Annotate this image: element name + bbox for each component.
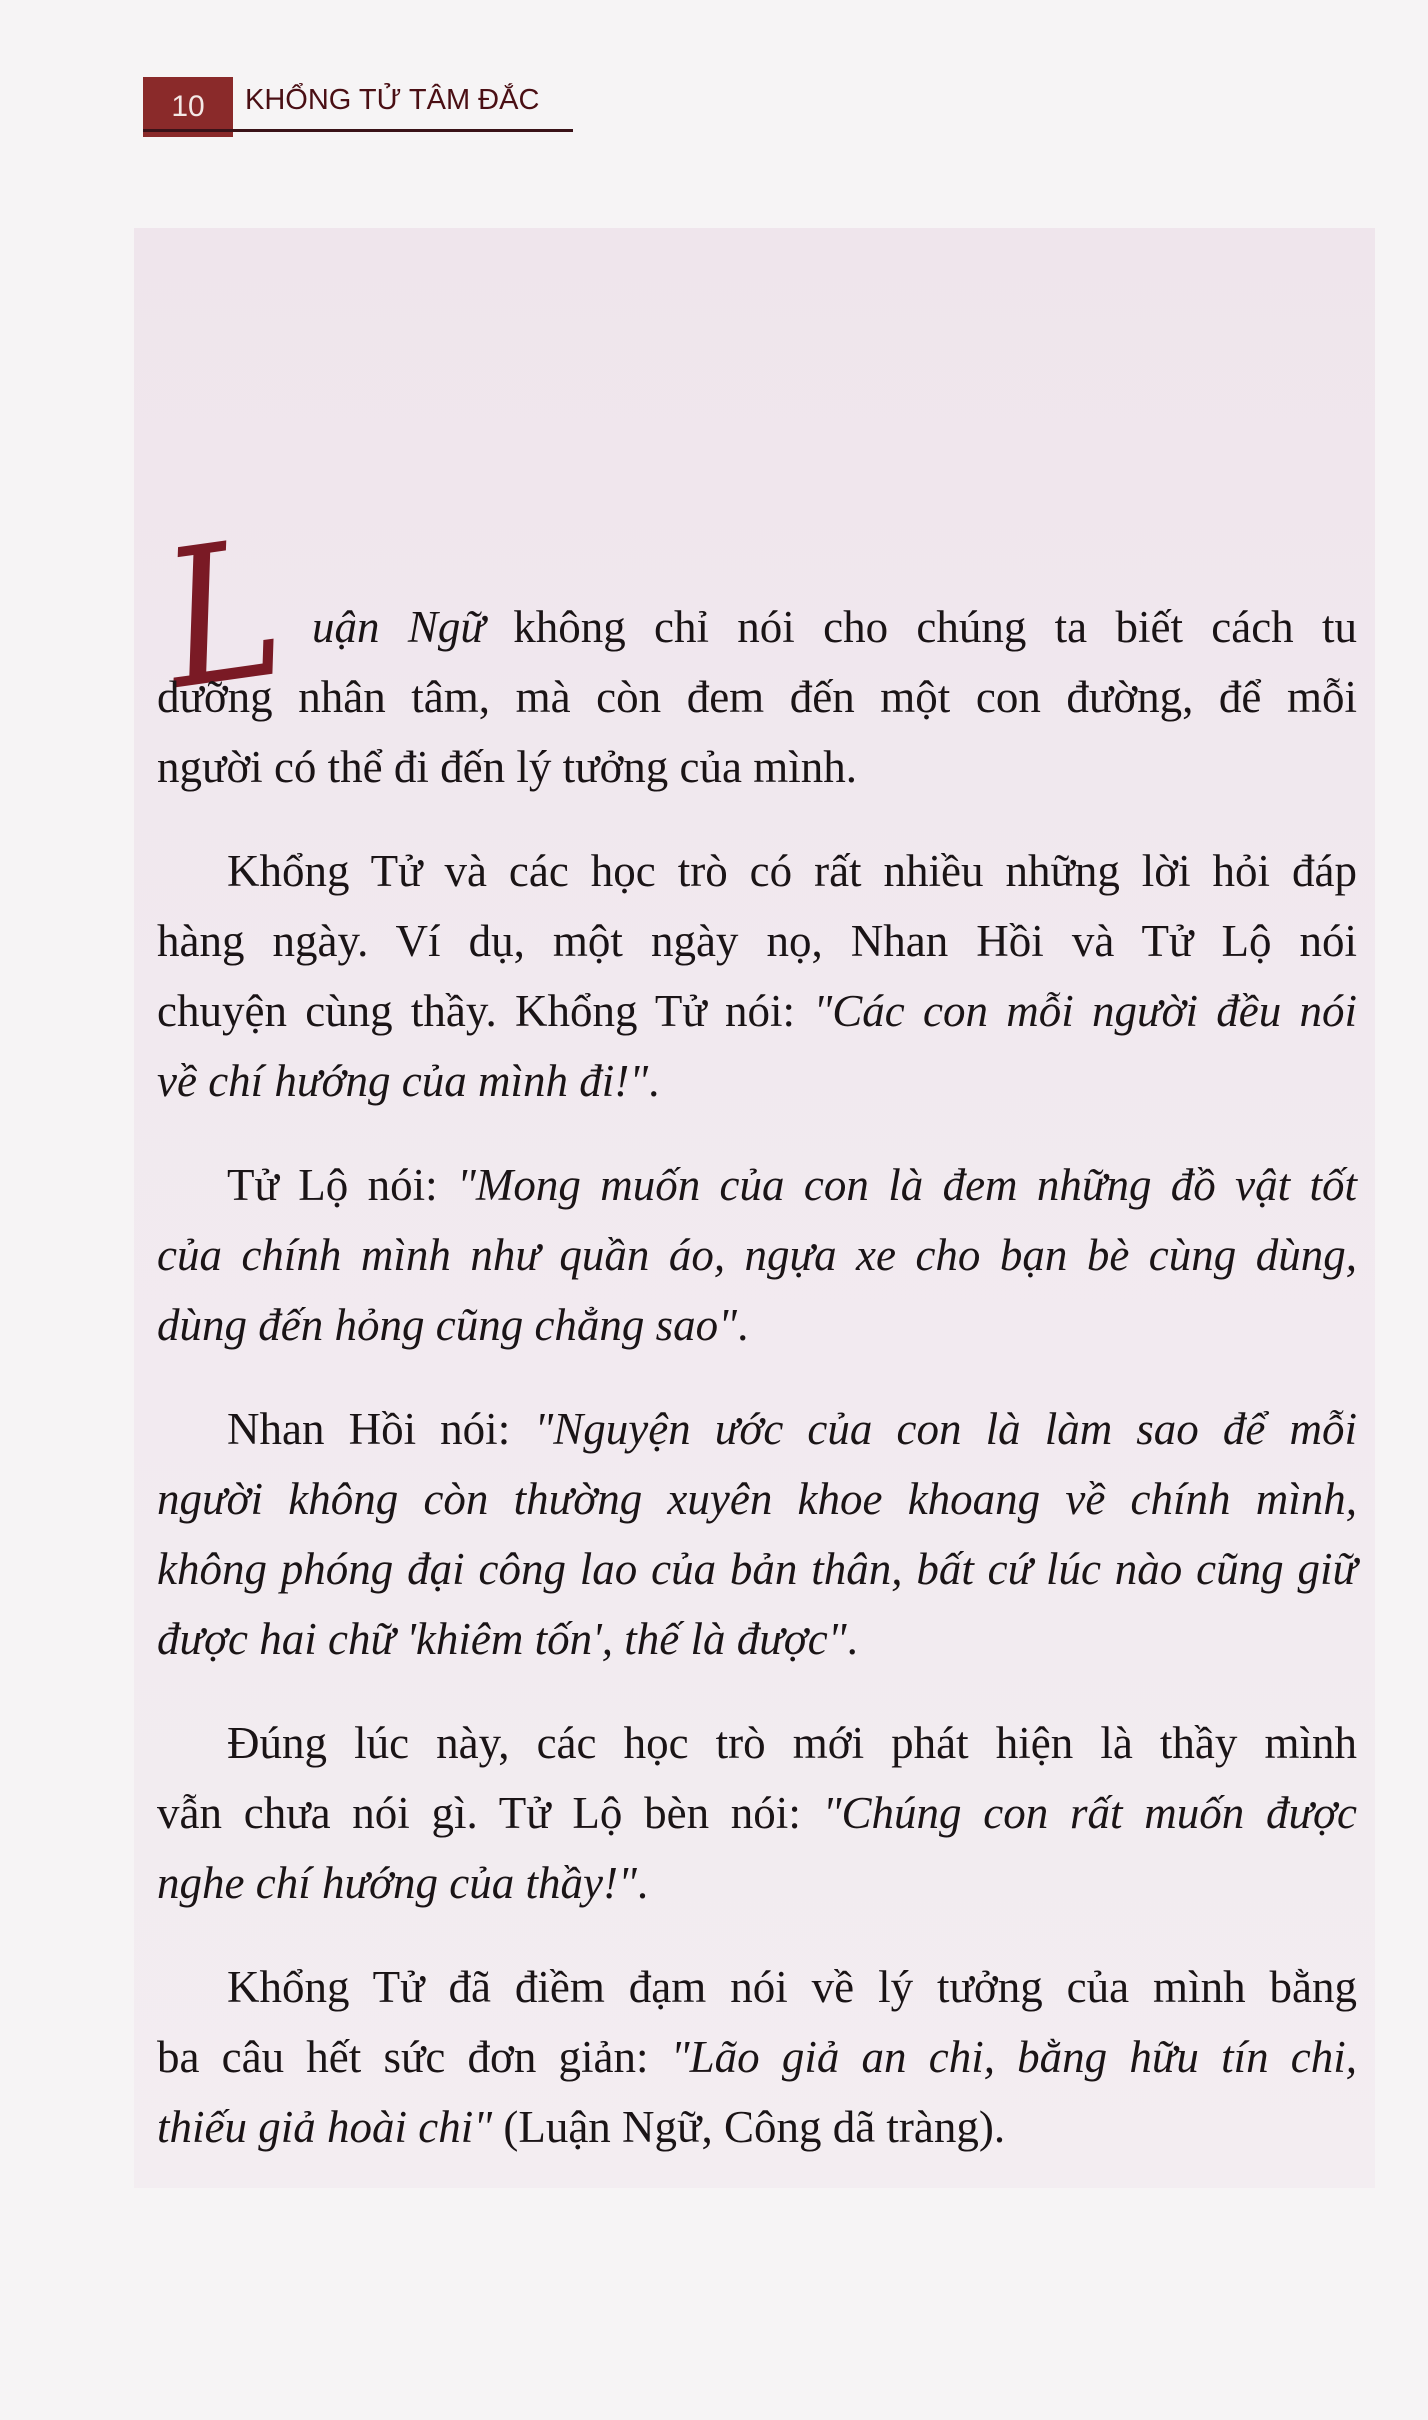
italic-quote-text: của chính mình như quần áo, ngựa xe cho bạn bè cùng dùng, [157, 1230, 1357, 1280]
text-line [157, 1464, 1357, 1534]
running-header-title: KHỔNG TỬ TÂM ĐẮC [245, 84, 540, 116]
paragraph [157, 1150, 1357, 1360]
body-text [157, 592, 1357, 2162]
text-segment: . [737, 1300, 749, 1350]
italic-quote-text: "Mong muốn của con là đem những đồ vật tốt [456, 1160, 1357, 1210]
text-line [157, 592, 1357, 662]
text-line [157, 1848, 1357, 1918]
paragraph [157, 1952, 1357, 2162]
page-number-badge [143, 77, 233, 137]
paragraph [157, 1708, 1357, 1918]
italic-quote-text: dùng đến hỏng cũng chẳng sao" [157, 1300, 738, 1350]
italic-quote-text: được hai chữ 'khiêm tốn', thế là được" [157, 1614, 847, 1664]
text-line [157, 732, 1357, 802]
text-segment: . [648, 1056, 660, 1106]
text-line [157, 906, 1357, 976]
header-rule [143, 129, 573, 132]
text-segment: . [636, 1858, 649, 1908]
text-line [157, 836, 1357, 906]
text-segment: (Luận Ngữ, Công dã tràng). [492, 2102, 1006, 2152]
text-line [157, 1604, 1357, 1674]
text-line [157, 1220, 1357, 1290]
text-line [157, 1534, 1357, 1604]
text-line [157, 2022, 1357, 2092]
italic-quote-text: nghe chí hướng của thầy!" [157, 1858, 637, 1908]
text-line [157, 976, 1357, 1046]
text-segment: Đúng lúc này, các học trò mới phát hiện là thầy mình [227, 1718, 1357, 1768]
text-segment: ba câu hết sức đơn giản: [157, 2032, 671, 2082]
text-segment: Khổng Tử đã điềm đạm nói về lý tưởng của mình bằng [227, 1962, 1357, 2012]
text-line [157, 1952, 1357, 2022]
text-segment: không chỉ nói cho chúng ta biết cách tu [484, 602, 1357, 652]
italic-quote-text: "Các con mỗi người đều nói [813, 986, 1357, 1036]
paragraph [157, 1394, 1357, 1674]
text-line [157, 1150, 1357, 1220]
text-line [157, 1708, 1357, 1778]
italic-quote-text: "Nguyện ước của con là làm sao để mỗi [534, 1404, 1358, 1454]
text-segment: chuyện cùng thầy. Khổng Tử nói: [157, 986, 814, 1036]
italic-quote-text: "Chúng con rất muốn được [822, 1788, 1357, 1838]
text-line [157, 1394, 1357, 1464]
text-segment: hàng ngày. Ví dụ, một ngày nọ, Nhan Hồi và Tử Lộ nói [157, 916, 1357, 966]
text-line [157, 1778, 1357, 1848]
text-line [157, 1290, 1357, 1360]
text-segment: dưỡng nhân tâm, mà còn đem đến một con đường, để mỗi [157, 672, 1357, 722]
text-segment: Khổng Tử và các học trò có rất nhiều những lời hỏi đáp [227, 846, 1357, 896]
italic-quote-text: người không còn thường xuyên khoe khoang về chính mình, [157, 1474, 1357, 1524]
drop-cap: L [151, 497, 295, 732]
text-segment: Tử Lộ nói: [227, 1160, 457, 1210]
text-line [157, 2092, 1357, 2162]
text-segment: người có thể đi đến lý tưởng của mình. [157, 742, 858, 792]
text-line [157, 662, 1357, 732]
page-number: 10 [171, 90, 205, 123]
paragraph [157, 836, 1357, 1116]
text-line [157, 1046, 1357, 1116]
italic-quote-text: về chí hướng của mình đi!" [157, 1056, 649, 1106]
italic-quote-text: uận Ngữ [312, 602, 485, 652]
italic-quote-text: không phóng đại công lao của bản thân, bất cứ lúc nào cũng giữ [157, 1544, 1357, 1594]
italic-quote-text: "Lão giả an chi, bằng hữu tín chi, [670, 2032, 1357, 2082]
text-segment: . [846, 1614, 858, 1664]
text-segment: Nhan Hồi nói: [227, 1404, 535, 1454]
text-segment: vẫn chưa nói gì. Tử Lộ bèn nói: [157, 1788, 823, 1838]
paragraph [157, 592, 1357, 802]
italic-quote-text: thiếu giả hoài chi" [157, 2102, 493, 2152]
